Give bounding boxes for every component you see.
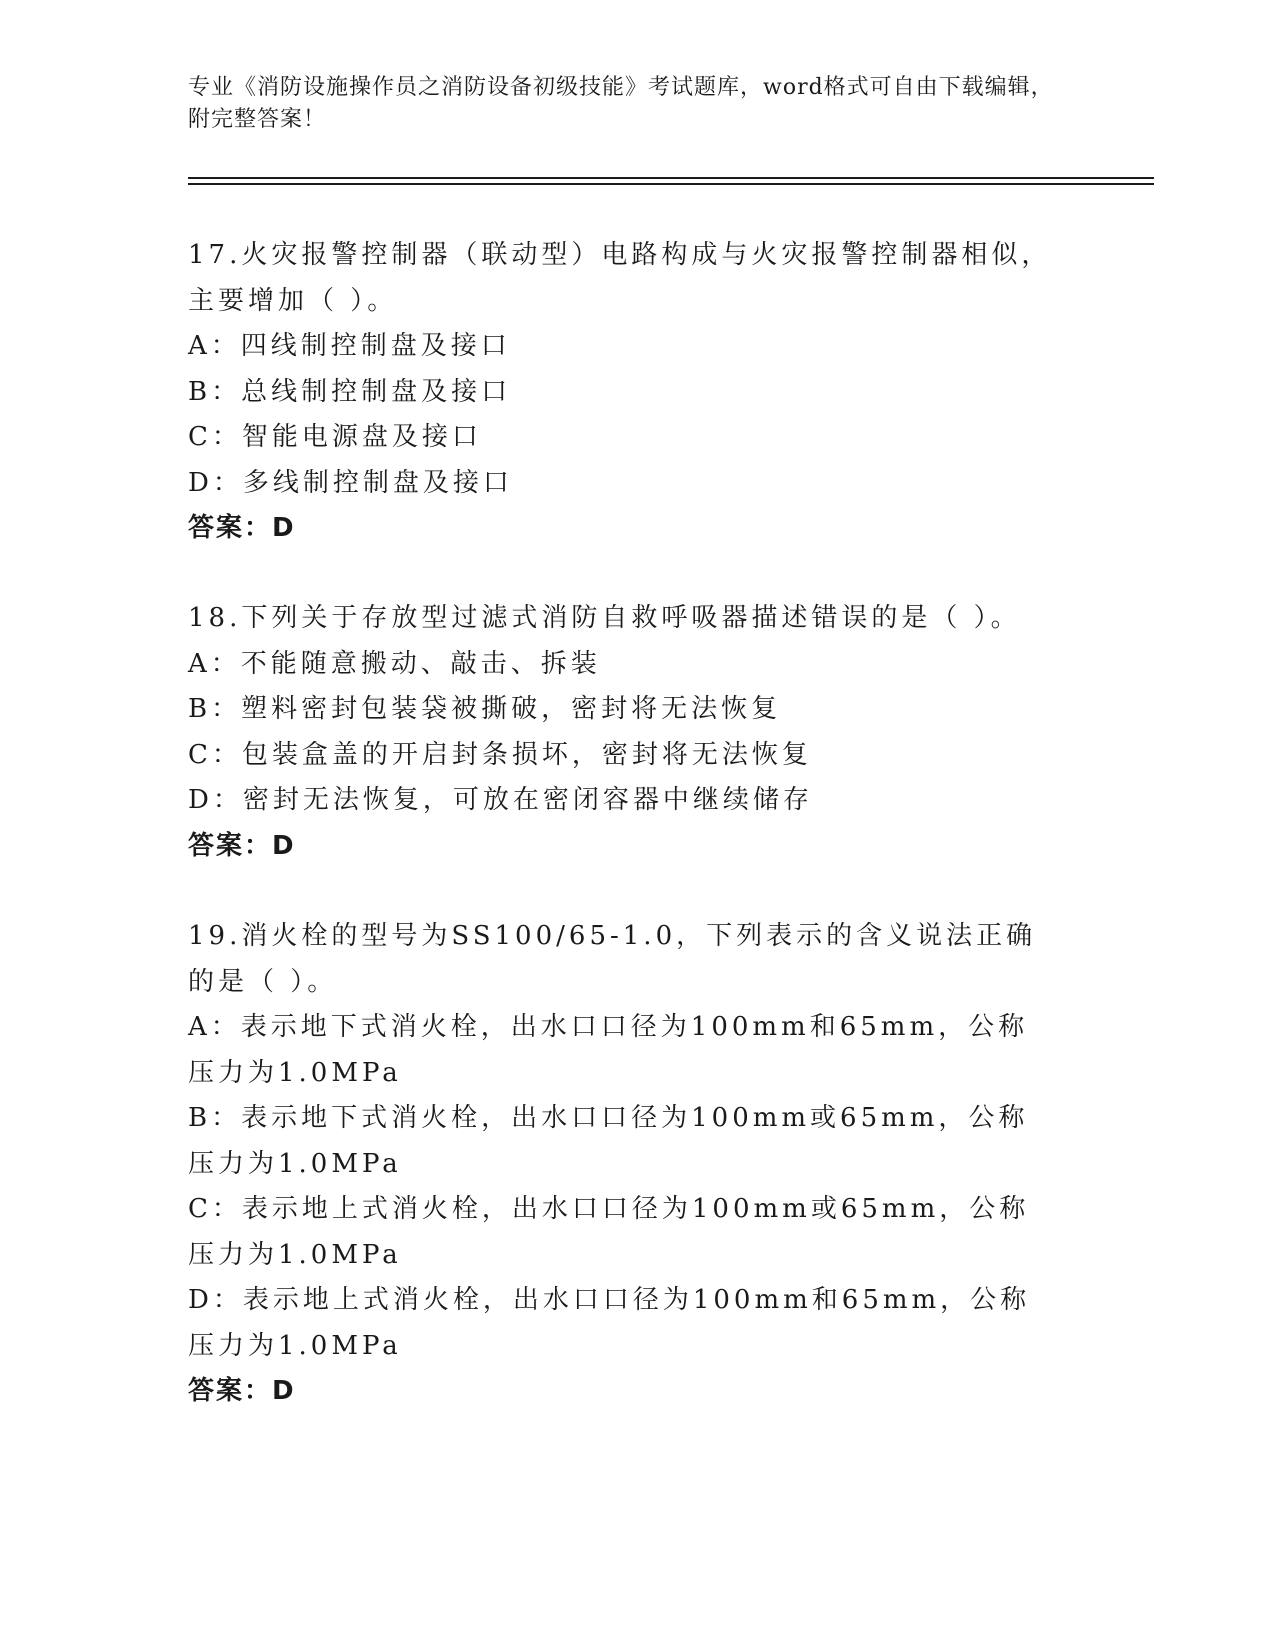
option-d: D：密封无法恢复，可放在密闭容器中继续储存 xyxy=(188,785,813,815)
question-stem: 18.下列关于存放型过滤式消防自救呼吸器描述错误的是（ ）。 xyxy=(188,603,1021,633)
option-b: B：塑料密封包装袋被撕破，密封将无法恢复 xyxy=(188,694,782,724)
question-17 xyxy=(188,233,1078,552)
question-19 xyxy=(188,914,1038,1415)
header-divider-top xyxy=(188,177,1154,179)
option-c: C：包装盒盖的开启封条损坏，密封将无法恢复 xyxy=(188,739,812,770)
option-c: C：表示地上式消火栓，出水口口径为100mm或65mm，公称压力为1.0MPa xyxy=(188,1194,1030,1270)
question-stem: 19.消火栓的型号为SS100/65-1.0，下列表示的含义说法正确的是（ ）。 xyxy=(188,921,1037,997)
option-c: C：智能电源盘及接口 xyxy=(188,422,482,452)
header-divider-bottom xyxy=(188,183,1154,185)
answer: 答案：D xyxy=(188,830,296,861)
question-18 xyxy=(188,596,1088,869)
answer: 答案：D xyxy=(188,1376,296,1406)
option-d: D：表示地上式消火栓，出水口口径为100mm和65mm，公称压力为1.0MPa xyxy=(188,1285,1031,1361)
option-a: A：四线制控制盘及接口 xyxy=(188,331,511,361)
header-intro: 专业《消防设施操作员之消防设备初级技能》考试题库，word格式可自由下载编辑，附完整答案！ xyxy=(188,75,1054,132)
option-d: D：多线制控制盘及接口 xyxy=(188,467,513,498)
option-a: A：不能随意搬动、敲击、拆装 xyxy=(188,648,601,679)
answer: 答案：D xyxy=(188,513,296,543)
question-stem: 17.火灾报警控制器（联动型）电路构成与火灾报警控制器相似，主要增加（ ）。 xyxy=(188,240,1052,316)
option-b: B：总线制控制盘及接口 xyxy=(188,376,512,407)
option-b: B：表示地下式消火栓，出水口口径为100mm或65mm，公称压力为1.0MPa xyxy=(188,1103,1029,1179)
option-a: A：表示地下式消火栓，出水口口径为100mm和65mm，公称压力为1.0MPa xyxy=(188,1012,1029,1088)
